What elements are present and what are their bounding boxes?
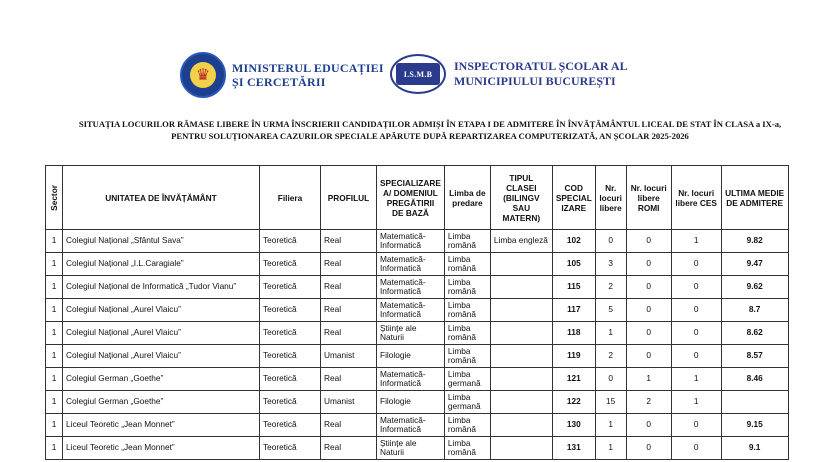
- cell-tipul: [490, 391, 552, 414]
- cell-filiera: Teoretică: [260, 253, 321, 276]
- cell-filiera: Teoretică: [260, 391, 321, 414]
- cell-filiera: Teoretică: [260, 299, 321, 322]
- cell-cod: 122: [552, 391, 595, 414]
- cell-specializare: Matematică-Informatică: [377, 368, 445, 391]
- cell-libere: 15: [595, 391, 626, 414]
- cell-specializare: Matematică-Informatică: [377, 414, 445, 437]
- cell-sector: 1: [46, 276, 63, 299]
- cell-specializare: Matematică-Informatică: [377, 253, 445, 276]
- cell-media: 9.1: [721, 437, 788, 460]
- ismb-badge-icon: I.S.M.B: [390, 54, 446, 94]
- cell-sector: 1: [46, 322, 63, 345]
- cell-media: 9.47: [721, 253, 788, 276]
- table-row: [46, 414, 789, 437]
- header-profil: PROFILUL: [321, 166, 377, 230]
- cell-tipul: Limba engleză: [490, 230, 552, 253]
- cell-filiera: Teoretică: [260, 345, 321, 368]
- header-libere: Nr. locuri libere: [595, 166, 626, 230]
- cell-specializare: Științe ale Naturii: [377, 437, 445, 460]
- cell-rromi: 0: [626, 230, 671, 253]
- cell-media: 9.15: [721, 414, 788, 437]
- header-rromi: Nr. locuri libere ROMI: [626, 166, 671, 230]
- header-logos: [0, 50, 820, 100]
- cell-cod: 118: [552, 322, 595, 345]
- header-media: ULTIMA MEDIE DE ADMITERE: [721, 166, 788, 230]
- cell-tipul: [490, 368, 552, 391]
- table-row: [46, 276, 789, 299]
- cell-sector: 1: [46, 230, 63, 253]
- table-row: [46, 391, 789, 414]
- eagle-crest-icon: ♛: [190, 62, 216, 88]
- cell-libere: 5: [595, 299, 626, 322]
- cell-unitate: Liceul Teoretic „Jean Monnet”: [63, 414, 260, 437]
- cell-cod: 117: [552, 299, 595, 322]
- cell-specializare: Științe ale Naturii: [377, 322, 445, 345]
- cell-cod: 131: [552, 437, 595, 460]
- cell-rromi: 0: [626, 322, 671, 345]
- cell-limba: Limba română: [444, 276, 490, 299]
- cell-tipul: [490, 414, 552, 437]
- cell-unitate: Colegiul Național „Aurel Vlaicu”: [63, 322, 260, 345]
- cell-libere: 1: [595, 437, 626, 460]
- cell-cod: 130: [552, 414, 595, 437]
- cell-cod: 115: [552, 276, 595, 299]
- cell-sector: 1: [46, 345, 63, 368]
- cell-profil: Real: [321, 230, 377, 253]
- header-unitate: UNITATEA DE ÎNVĂȚĂMÂNT: [63, 166, 260, 230]
- cell-limba: Limba română: [444, 299, 490, 322]
- cell-limba: Limba germană: [444, 368, 490, 391]
- document-title: SITUAȚIA LOCURILOR RĂMASE LIBERE ÎN URMA ÎNSCRIERII CANDIDAȚILOR ADMIȘI ÎN ETAPA I DE ADMITERE ÎN ÎNVĂȚĂMÂNTUL LICEAL DE STAT ÎN CLASA a IX-a, PENTRU SOLUȚIONAREA CAZURILOR SPECIALE APĂRUTE DUPĂ REPARTIZAREA COMPUTERIZATĂ, AN ȘCOLAR 2025-2026: [78, 119, 782, 141]
- cell-limba: Limba română: [444, 230, 490, 253]
- cell-cod: 102: [552, 230, 595, 253]
- cell-limba: Limba română: [444, 345, 490, 368]
- cell-limba: Limba română: [444, 437, 490, 460]
- cell-filiera: Teoretică: [260, 276, 321, 299]
- cell-profil: Real: [321, 322, 377, 345]
- cell-tipul: [490, 299, 552, 322]
- cell-filiera: Teoretică: [260, 368, 321, 391]
- cell-media: [721, 391, 788, 414]
- cell-ces: 0: [671, 299, 721, 322]
- cell-tipul: [490, 437, 552, 460]
- header-filiera: Filiera: [260, 166, 321, 230]
- header-sector: Sector: [46, 166, 63, 230]
- ministry-logo: [180, 52, 384, 98]
- cell-ces: 1: [671, 391, 721, 414]
- cell-libere: 1: [595, 322, 626, 345]
- table-row: [46, 299, 789, 322]
- cell-sector: 1: [46, 391, 63, 414]
- table-row: [46, 437, 789, 460]
- cell-specializare: Matematică-Informatică: [377, 230, 445, 253]
- table-row: [46, 230, 789, 253]
- cell-specializare: Matematică-Informatică: [377, 276, 445, 299]
- cell-unitate: Liceul Teoretic „Jean Monnet”: [63, 437, 260, 460]
- cell-media: 8.62: [721, 322, 788, 345]
- cell-libere: 0: [595, 230, 626, 253]
- cell-libere: 3: [595, 253, 626, 276]
- header-tipul: TIPUL CLASEI (BILINGV SAU MATERN): [490, 166, 552, 230]
- cell-cod: 105: [552, 253, 595, 276]
- cell-profil: Real: [321, 276, 377, 299]
- header-limba: Limba de predare: [444, 166, 490, 230]
- cell-ces: 0: [671, 322, 721, 345]
- cell-profil: Umanist: [321, 345, 377, 368]
- table-row: [46, 253, 789, 276]
- cell-media: 8.57: [721, 345, 788, 368]
- cell-sector: 1: [46, 253, 63, 276]
- cell-ces: 0: [671, 437, 721, 460]
- cell-sector: 1: [46, 368, 63, 391]
- cell-specializare: Matematică-Informatică: [377, 299, 445, 322]
- cell-sector: 1: [46, 299, 63, 322]
- cell-rromi: 0: [626, 414, 671, 437]
- cell-filiera: Teoretică: [260, 437, 321, 460]
- cell-profil: Umanist: [321, 391, 377, 414]
- cell-ces: 0: [671, 253, 721, 276]
- ministry-name: MINISTERUL EDUCAȚIEI ȘI CERCETĂRII: [232, 61, 384, 89]
- cell-libere: 2: [595, 276, 626, 299]
- cell-sector: 1: [46, 414, 63, 437]
- cell-media: 9.62: [721, 276, 788, 299]
- cell-rromi: 2: [626, 391, 671, 414]
- cell-tipul: [490, 322, 552, 345]
- cell-ces: 1: [671, 230, 721, 253]
- table-row: [46, 345, 789, 368]
- cell-rromi: 0: [626, 437, 671, 460]
- cell-tipul: [490, 345, 552, 368]
- table-row: [46, 368, 789, 391]
- header-specializare: SPECIALIZARE A/ DOMENIUL PREGĂTIRII DE BAZĂ: [377, 166, 445, 230]
- header-cod: COD SPECIAL IZARE: [552, 166, 595, 230]
- cell-rromi: 1: [626, 368, 671, 391]
- cell-ces: 1: [671, 368, 721, 391]
- table-header-row: [46, 166, 789, 230]
- cell-limba: Limba română: [444, 414, 490, 437]
- government-seal-icon: [180, 52, 226, 98]
- cell-rromi: 0: [626, 345, 671, 368]
- cell-limba: Limba română: [444, 253, 490, 276]
- cell-media: 9.82: [721, 230, 788, 253]
- cell-limba: Limba germană: [444, 391, 490, 414]
- cell-profil: Real: [321, 368, 377, 391]
- cell-cod: 119: [552, 345, 595, 368]
- cell-filiera: Teoretică: [260, 322, 321, 345]
- cell-cod: 121: [552, 368, 595, 391]
- header-ces: Nr. locuri libere CES: [671, 166, 721, 230]
- cell-unitate: Colegiul Național „Aurel Vlaicu”: [63, 345, 260, 368]
- cell-tipul: [490, 253, 552, 276]
- cell-profil: Real: [321, 299, 377, 322]
- cell-libere: 0: [595, 368, 626, 391]
- cell-tipul: [490, 276, 552, 299]
- cell-filiera: Teoretică: [260, 414, 321, 437]
- inspectorate-logo: [390, 54, 628, 94]
- table-row: [46, 322, 789, 345]
- cell-rromi: 0: [626, 299, 671, 322]
- cell-unitate: Colegiul Național „Sfântul Sava”: [63, 230, 260, 253]
- cell-rromi: 0: [626, 276, 671, 299]
- cell-ces: 0: [671, 345, 721, 368]
- cell-unitate: Colegiul Național „I.L.Caragiale”: [63, 253, 260, 276]
- cell-ces: 0: [671, 276, 721, 299]
- cell-unitate: Colegiul German „Goethe”: [63, 391, 260, 414]
- cell-libere: 1: [595, 414, 626, 437]
- cell-unitate: Colegiul German „Goethe”: [63, 368, 260, 391]
- cell-media: 8.7: [721, 299, 788, 322]
- cell-ces: 0: [671, 414, 721, 437]
- cell-specializare: Filologie: [377, 345, 445, 368]
- cell-rromi: 0: [626, 253, 671, 276]
- cell-unitate: Colegiul Național de Informatică „Tudor Vianu”: [63, 276, 260, 299]
- cell-filiera: Teoretică: [260, 230, 321, 253]
- cell-media: 8.46: [721, 368, 788, 391]
- cell-libere: 2: [595, 345, 626, 368]
- cell-unitate: Colegiul Național „Aurel Vlaicu”: [63, 299, 260, 322]
- cell-profil: Real: [321, 437, 377, 460]
- cell-specializare: Filologie: [377, 391, 445, 414]
- inspectorate-name: INSPECTORATUL ȘCOLAR AL MUNICIPIULUI BUCUREȘTI: [454, 59, 628, 88]
- cell-profil: Real: [321, 253, 377, 276]
- admission-table: [45, 165, 789, 460]
- cell-sector: 1: [46, 437, 63, 460]
- cell-limba: Limba română: [444, 322, 490, 345]
- cell-profil: Real: [321, 414, 377, 437]
